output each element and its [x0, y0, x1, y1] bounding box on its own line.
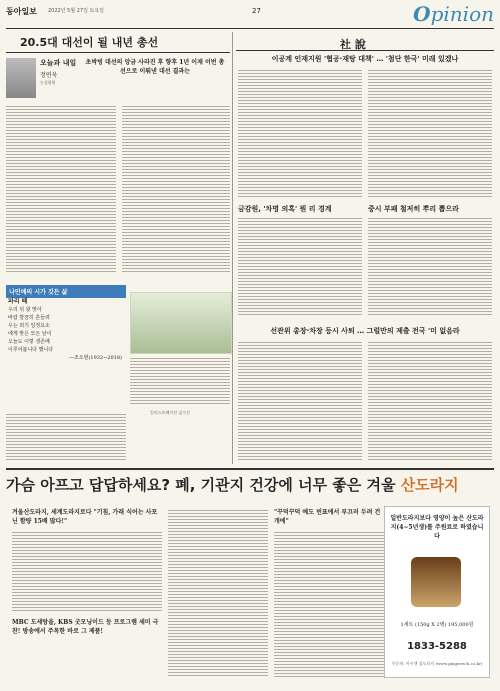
column-body: [6, 104, 116, 274]
product-box: [384, 506, 490, 678]
product-title: 일반도라지보다 영양이 높은 산도라지(4~5년생)를 주원료로 하였습니다: [390, 515, 484, 540]
poem-section-title: 나민애의 시가 깃든 삶: [6, 285, 126, 298]
poem-line: 오늘도 이렇 생존배: [8, 339, 50, 345]
ad-subheadline: 겨울산도라지, 세계도라지로다 "기침, 가래 식어는 사포닌 함량 15배 많다!": [12, 509, 158, 525]
product-price: 1세트 (150g X 2병) 195,000원: [400, 622, 474, 628]
editorial-headline: 선관위 총장·차장 등시 사퇴 … 그럴만의 제출 전국 '미 없음라: [270, 327, 460, 335]
product-jar-image: [411, 557, 461, 607]
editorial-label: 社 說: [340, 38, 366, 51]
divider: [6, 52, 230, 53]
editorial-body: [368, 216, 492, 316]
page-header: [6, 4, 494, 29]
poem-line: 이루어봅니다 했니다: [8, 347, 54, 353]
ad-body: [168, 508, 268, 678]
masthead: 동아일보: [6, 7, 37, 16]
divider: [236, 50, 494, 51]
page-number: 27: [252, 7, 261, 15]
poem-line: 에게 맞은 모든 날이: [8, 331, 52, 337]
order-phone[interactable]: 1833-5288: [407, 641, 467, 652]
editorial-body: [238, 340, 362, 460]
editorial-body: [238, 68, 362, 198]
editorial-headline: 이공계 인재지원 '협공·재탕 대책' … '첨단 한국' 미래 있겠나: [271, 55, 459, 63]
poem-commentary: [6, 412, 126, 462]
poem-line: 바람 깔끔히 흔들려: [8, 315, 50, 321]
editorial-body: [238, 216, 362, 316]
poem-title: 파리 떼: [8, 298, 28, 305]
poem-line: 우는 외기 일정요소: [8, 323, 50, 329]
column-author: 정연욱: [40, 72, 58, 79]
pull-quote: 초박빙 대선의 앙금 사라진 후 향후 1년 이재 이번 총선으로 이뤄낸 대선 결과는: [85, 59, 225, 75]
editorial-headline: 금감원, '차명 의혹' 뭔 리 경계: [238, 205, 332, 213]
author-photo: [6, 58, 36, 98]
illustration-credit: 일러스트레이션 김수진: [150, 410, 190, 415]
column-title: 20.5대 대선이 될 내년 총선: [20, 36, 159, 49]
poem-source: —조오현(1932∼2018): [68, 355, 122, 361]
shop-info: 주문처: 마시앤 상도라지 (www.gingerrich.co.kr): [391, 661, 483, 666]
ad-subheadline: "꾸덕꾸덕 예도 빈표에서 부끄러 두려 건개에": [274, 509, 381, 525]
poem-illustration: [130, 292, 232, 354]
editorial-subheadline: 중시 부패 철저히 뿌리 뽑으라: [368, 205, 459, 213]
ad-headline: 가슴 아프고 답답하세요? 폐, 기관지 건강에 너무 좋은 겨울 산도라지: [6, 476, 459, 494]
advertisement: [6, 468, 494, 688]
editorial-body: [368, 68, 492, 198]
ad-body: [12, 530, 162, 612]
column-body: [122, 104, 230, 274]
column-role: 논설위원: [40, 80, 56, 85]
column-name: 오늘과 내일: [40, 59, 77, 67]
section-title: Opinion: [413, 2, 494, 26]
poem-line: 우리 뒤 윗 맞아: [8, 307, 42, 313]
editorial-body: [368, 340, 492, 460]
poem-body: [130, 356, 230, 406]
ad-subheadline: MBC 도세랑을, KBS 굿모닝이드 등 프로그램 세미 극찬! 방송에서 주목한 바로 그 제품!: [12, 619, 159, 635]
column-divider: [232, 32, 233, 464]
dateline: 2022년 5월 27일 토요일: [48, 8, 105, 14]
poem-section: [6, 285, 126, 405]
ad-body: [274, 530, 384, 678]
